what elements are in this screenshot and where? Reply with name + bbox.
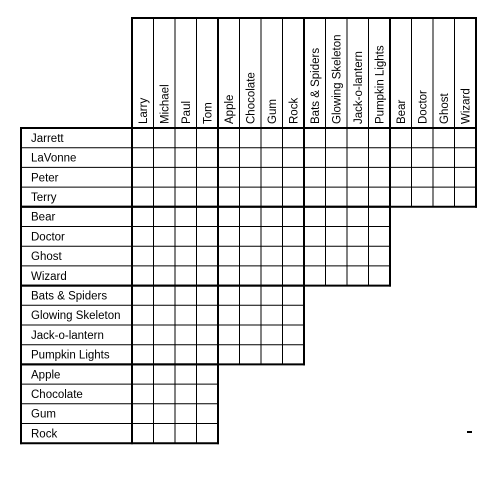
grid-cell[interactable] <box>154 345 176 365</box>
grid-cell[interactable] <box>132 167 154 187</box>
column-label: Doctor <box>417 90 430 124</box>
grid-cell[interactable] <box>369 148 391 168</box>
grid-cell[interactable] <box>175 167 197 187</box>
grid-cell[interactable] <box>175 266 197 286</box>
grid-cell[interactable] <box>218 148 240 168</box>
grid-cell[interactable] <box>132 305 154 325</box>
grid-cell[interactable] <box>197 286 219 306</box>
grid-cell[interactable] <box>304 187 326 207</box>
column-label: Apple <box>223 94 236 124</box>
grid-cell[interactable] <box>283 148 305 168</box>
grid-cell[interactable] <box>175 148 197 168</box>
grid-cell[interactable] <box>261 148 283 168</box>
grid-cell[interactable] <box>261 227 283 247</box>
grid-cell[interactable] <box>132 227 154 247</box>
grid-cell[interactable] <box>132 128 154 148</box>
grid-cell[interactable] <box>175 286 197 306</box>
grid-cell[interactable] <box>283 207 305 227</box>
grid-cell[interactable] <box>326 246 348 266</box>
grid-cell[interactable] <box>154 384 176 404</box>
grid-cell[interactable] <box>218 246 240 266</box>
grid-cell[interactable] <box>304 266 326 286</box>
column-label: Larry <box>137 97 150 124</box>
grid-cell[interactable] <box>261 246 283 266</box>
grid-cell[interactable] <box>197 266 219 286</box>
row-label: Apple <box>31 369 61 382</box>
grid-cell[interactable] <box>455 167 477 187</box>
grid-cell[interactable] <box>132 345 154 365</box>
grid-cell[interactable] <box>283 266 305 286</box>
grid-cell[interactable] <box>197 384 219 404</box>
row-label: LaVonne <box>31 152 77 165</box>
grid-cell[interactable] <box>197 148 219 168</box>
grid-cell[interactable] <box>154 325 176 345</box>
grid-cell[interactable] <box>132 148 154 168</box>
grid-cell[interactable] <box>347 266 369 286</box>
grid-cell[interactable] <box>347 207 369 227</box>
grid-cell[interactable] <box>175 325 197 345</box>
grid-cell[interactable] <box>175 128 197 148</box>
grid-cell[interactable] <box>240 227 262 247</box>
grid-cell[interactable] <box>369 207 391 227</box>
grid-cell[interactable] <box>240 266 262 286</box>
grid-cell[interactable] <box>218 305 240 325</box>
grid-cell[interactable] <box>218 187 240 207</box>
grid-cell[interactable] <box>197 364 219 384</box>
column-label: Tom <box>202 102 215 124</box>
row-label: Wizard <box>31 270 67 283</box>
grid-cell[interactable] <box>412 167 434 187</box>
grid-cell[interactable] <box>197 187 219 207</box>
grid-cell[interactable] <box>369 167 391 187</box>
grid-cell[interactable] <box>283 187 305 207</box>
grid-cell[interactable] <box>132 266 154 286</box>
grid-cell[interactable] <box>261 187 283 207</box>
grid-cell[interactable] <box>175 207 197 227</box>
grid-cell[interactable] <box>154 246 176 266</box>
grid-cell[interactable] <box>240 187 262 207</box>
grid-cell[interactable] <box>132 384 154 404</box>
grid-cell[interactable] <box>283 305 305 325</box>
grid-cell[interactable] <box>369 128 391 148</box>
grid-cell[interactable] <box>304 246 326 266</box>
grid-cell[interactable] <box>433 187 455 207</box>
grid-cell[interactable] <box>455 187 477 207</box>
row-label: Gum <box>31 408 56 421</box>
grid-cell[interactable] <box>132 207 154 227</box>
grid-cell[interactable] <box>304 207 326 227</box>
grid-cell[interactable] <box>433 148 455 168</box>
grid-cell[interactable] <box>218 345 240 365</box>
row-label: Ghost <box>31 251 62 264</box>
grid-cell[interactable] <box>197 345 219 365</box>
grid-cell[interactable] <box>261 345 283 365</box>
grid-cell[interactable] <box>326 128 348 148</box>
row-label: Jack-o-lantern <box>31 329 104 342</box>
grid-cell[interactable] <box>261 286 283 306</box>
row-label: Terry <box>31 191 57 204</box>
grid-cell[interactable] <box>154 207 176 227</box>
grid-cell[interactable] <box>240 305 262 325</box>
column-label: Paul <box>180 100 193 124</box>
grid-cell[interactable] <box>218 227 240 247</box>
grid-cell[interactable] <box>347 187 369 207</box>
grid-cell[interactable] <box>304 227 326 247</box>
grid-cell[interactable] <box>197 404 219 424</box>
grid-cell[interactable] <box>455 148 477 168</box>
grid-cell[interactable] <box>240 246 262 266</box>
grid-cell[interactable] <box>218 266 240 286</box>
grid-cell[interactable] <box>175 305 197 325</box>
row-label: Peter <box>31 172 59 185</box>
column-label: Jack-o-lantern <box>352 51 365 124</box>
grid-cell[interactable] <box>283 227 305 247</box>
grid-cell[interactable] <box>347 227 369 247</box>
grid-cell[interactable] <box>347 246 369 266</box>
grid-cell[interactable] <box>132 364 154 384</box>
grid-cell[interactable] <box>283 345 305 365</box>
grid-cell[interactable] <box>390 128 412 148</box>
grid-cell[interactable] <box>154 227 176 247</box>
column-label: Pumpkin Lights <box>374 45 387 124</box>
grid-cell[interactable] <box>433 167 455 187</box>
grid-cell[interactable] <box>326 187 348 207</box>
grid-cell[interactable] <box>390 167 412 187</box>
row-label: Doctor <box>31 231 65 244</box>
grid-cell[interactable] <box>154 128 176 148</box>
grid-cell[interactable] <box>283 286 305 306</box>
grid-cell[interactable] <box>261 207 283 227</box>
grid-cell[interactable] <box>240 167 262 187</box>
grid-cell[interactable] <box>154 266 176 286</box>
grid-cell[interactable] <box>132 325 154 345</box>
grid-cell[interactable] <box>132 286 154 306</box>
grid-cell[interactable] <box>175 404 197 424</box>
grid-cell[interactable] <box>326 266 348 286</box>
grid-cell[interactable] <box>197 128 219 148</box>
grid-cell[interactable] <box>197 424 219 444</box>
grid-cell[interactable] <box>369 266 391 286</box>
grid-cell[interactable] <box>455 128 477 148</box>
grid-cell[interactable] <box>197 325 219 345</box>
grid-cell[interactable] <box>218 207 240 227</box>
grid-cell[interactable] <box>304 167 326 187</box>
column-label: Bear <box>395 99 408 124</box>
grid-cell[interactable] <box>347 128 369 148</box>
grid-cell[interactable] <box>369 187 391 207</box>
grid-cell[interactable] <box>154 148 176 168</box>
grid-cell[interactable] <box>304 128 326 148</box>
grid-cell[interactable] <box>240 325 262 345</box>
grid-cell[interactable] <box>304 148 326 168</box>
grid-cell[interactable] <box>132 187 154 207</box>
grid-cell[interactable] <box>154 424 176 444</box>
grid-cell[interactable] <box>197 305 219 325</box>
grid-cell[interactable] <box>326 207 348 227</box>
grid-cell[interactable] <box>175 227 197 247</box>
grid-cell[interactable] <box>154 305 176 325</box>
grid-cell[interactable] <box>390 148 412 168</box>
row-label: Jarrett <box>31 132 64 145</box>
grid-cell[interactable] <box>175 345 197 365</box>
grid-cell[interactable] <box>261 325 283 345</box>
grid-cell[interactable] <box>154 286 176 306</box>
grid-cell[interactable] <box>283 325 305 345</box>
grid-cell[interactable] <box>175 364 197 384</box>
grid-cell[interactable] <box>154 187 176 207</box>
grid-cell[interactable] <box>240 286 262 306</box>
grid-cell[interactable] <box>347 167 369 187</box>
column-label: Rock <box>288 97 301 124</box>
grid-cell[interactable] <box>326 227 348 247</box>
grid-cell[interactable] <box>218 167 240 187</box>
grid-cell[interactable] <box>261 305 283 325</box>
grid-cell[interactable] <box>412 148 434 168</box>
grid-cell[interactable] <box>261 266 283 286</box>
dash-mark <box>467 431 472 433</box>
grid-cell[interactable] <box>154 404 176 424</box>
grid-cell[interactable] <box>240 345 262 365</box>
grid-cell[interactable] <box>283 128 305 148</box>
grid-cell[interactable] <box>283 167 305 187</box>
grid-cell[interactable] <box>390 187 412 207</box>
grid-cell[interactable] <box>369 246 391 266</box>
grid-cell[interactable] <box>347 148 369 168</box>
grid-cell[interactable] <box>132 246 154 266</box>
grid-cell[interactable] <box>197 207 219 227</box>
grid-cell[interactable] <box>197 227 219 247</box>
grid-cell[interactable] <box>412 128 434 148</box>
column-label: Wizard <box>460 88 473 124</box>
grid-cell[interactable] <box>175 384 197 404</box>
grid-cell[interactable] <box>412 187 434 207</box>
grid-cell[interactable] <box>218 325 240 345</box>
grid-cell[interactable] <box>175 187 197 207</box>
grid-cell[interactable] <box>132 404 154 424</box>
grid-cell[interactable] <box>154 167 176 187</box>
grid-cell[interactable] <box>326 148 348 168</box>
column-label: Ghost <box>438 93 451 124</box>
grid-cell[interactable] <box>175 246 197 266</box>
grid-cell[interactable] <box>283 246 305 266</box>
row-label: Chocolate <box>31 388 83 401</box>
grid-cell[interactable] <box>197 246 219 266</box>
row-label: Rock <box>31 428 58 441</box>
grid-cell[interactable] <box>240 207 262 227</box>
grid-cell[interactable] <box>132 424 154 444</box>
row-label: Glowing Skeleton <box>31 310 121 323</box>
column-label: Glowing Skeleton <box>331 34 344 124</box>
grid-cell[interactable] <box>261 167 283 187</box>
grid-cell[interactable] <box>326 167 348 187</box>
grid-cell[interactable] <box>240 148 262 168</box>
grid-cell[interactable] <box>369 227 391 247</box>
grid-cell[interactable] <box>218 286 240 306</box>
grid-cell[interactable] <box>261 128 283 148</box>
column-label: Gum <box>266 99 279 124</box>
row-label: Bear <box>31 211 56 224</box>
column-label: Chocolate <box>245 72 258 124</box>
grid-cell[interactable] <box>197 167 219 187</box>
grid-cell[interactable] <box>218 128 240 148</box>
grid-cell[interactable] <box>154 364 176 384</box>
grid-cell[interactable] <box>175 424 197 444</box>
column-label: Michael <box>159 84 172 124</box>
grid-cell[interactable] <box>433 128 455 148</box>
grid-cell[interactable] <box>240 128 262 148</box>
row-label: Pumpkin Lights <box>31 349 110 362</box>
row-label: Bats & Spiders <box>31 290 108 303</box>
column-label: Bats & Spiders <box>309 47 322 124</box>
